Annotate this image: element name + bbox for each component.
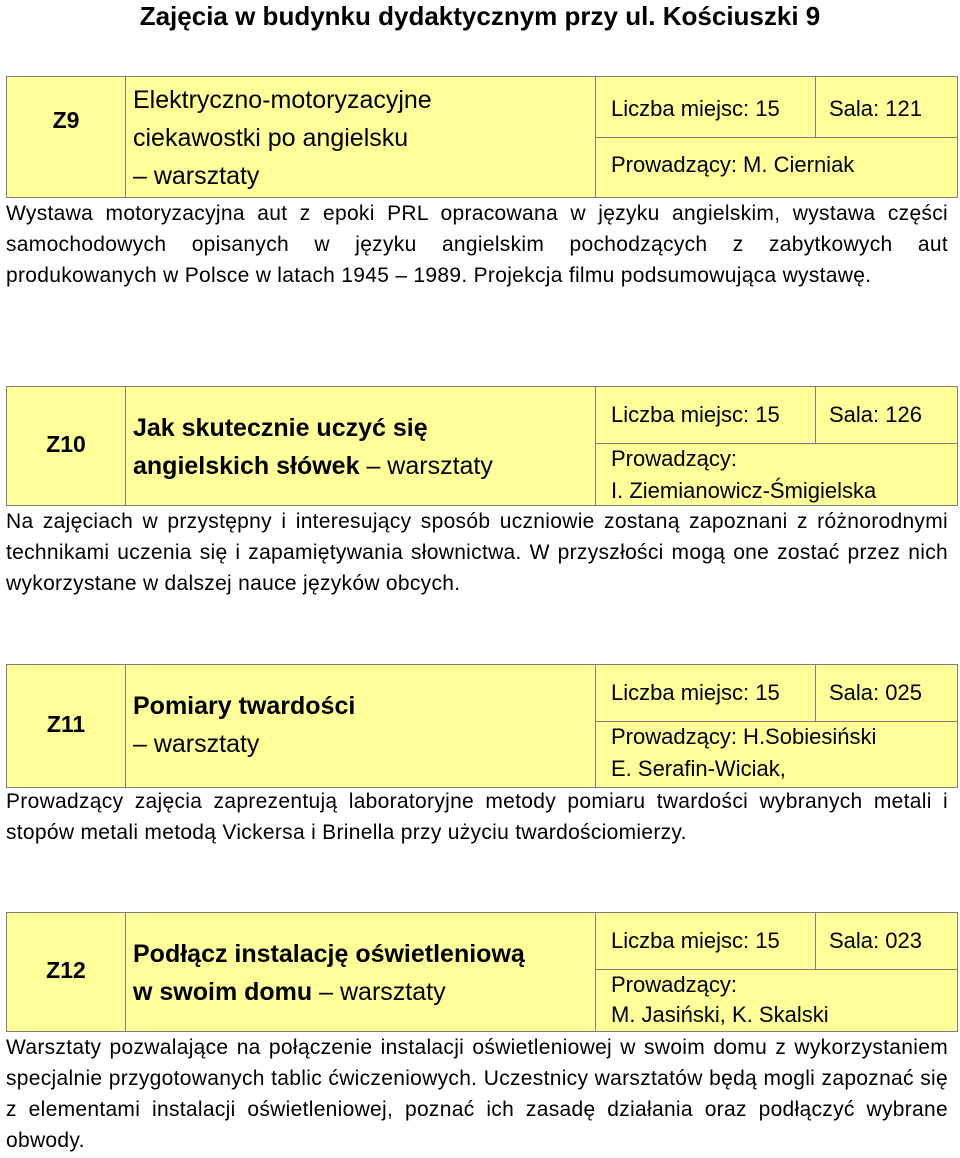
page-title: Zajęcia w budynku dydaktycznym przy ul. Kościuszki 9 <box>139 1 821 31</box>
workshop-code: Z10 <box>46 431 86 457</box>
workshop-code: Z9 <box>52 107 80 133</box>
workshop-title-line2: angielskich słówek <box>133 452 360 480</box>
workshop-title: Jak skutecznie uczyć się <box>133 414 428 442</box>
leader: Prowadzący: M. Cierniak <box>611 152 855 177</box>
workshop-header-z11 <box>6 664 958 788</box>
seats-count: Liczba miejsc: 15 <box>611 96 780 121</box>
leader-names: I. Ziemianowicz-Śmigielska <box>611 478 877 503</box>
workshop-type: – warsztaty <box>133 162 260 190</box>
workshop-header-z10 <box>6 386 958 506</box>
room-number: Sala: 126 <box>829 402 922 427</box>
workshop-header-z12 <box>6 912 958 1032</box>
workshop-description: Wystawa motoryzacyjna aut z epoki PRL opracowana w języku angielskim, wystawa części samochodowych opisanych w języku angielskim pochodzących z zabytkowych aut produkowanych w Polsce w latach 1945 – 1989. Projekcja filmu podsumowująca wystawę. <box>6 202 948 287</box>
leader-names: E. Serafin-Wiciak, <box>611 756 786 781</box>
workshop-title-line2: w swoim domu <box>133 978 313 1006</box>
room-number: Sala: 025 <box>829 680 922 705</box>
workshop-title-line2: ciekawostki po angielsku <box>133 124 409 152</box>
workshop-type: – warsztaty <box>319 978 446 1006</box>
workshop-type: – warsztaty <box>133 730 260 758</box>
room-number: Sala: 023 <box>829 928 922 953</box>
workshop-type: – warsztaty <box>366 452 493 480</box>
leader-names: M. Jasiński, K. Skalski <box>611 1002 829 1027</box>
workshop-code: Z11 <box>46 711 86 737</box>
workshop-title: Podłącz instalację oświetleniową <box>133 940 525 968</box>
leader: Prowadzący: H.Sobiesiński <box>611 724 877 749</box>
seats-count: Liczba miejsc: 15 <box>611 680 780 705</box>
workshop-title: Pomiary twardości <box>133 692 356 720</box>
leader: Prowadzący: <box>611 972 737 997</box>
leader: Prowadzący: <box>611 446 737 471</box>
workshop-code: Z12 <box>46 957 86 983</box>
workshop-description: Prowadzący zajęcia zaprezentują laboratoryjne metody pomiaru twardości wybranych metali i stopów metali metodą Vickersa i Brinella przy użyciu twardościomierzy. <box>6 790 948 844</box>
workshop-description: Warsztaty pozwalające na połączenie instalacji oświetleniowej w swoim domu z wykorzystaniem specjalnie przygotowanych tablic ćwiczeniowych. Uczestnicy warsztatów będą mogli zapoznać się z elementami instalacji oświetleniowej, poznać ich zasadę działania oraz podłączyć wybrane obwody. <box>6 1036 948 1152</box>
workshop-title: Elektryczno-motoryzacyjne <box>133 86 432 114</box>
seats-count: Liczba miejsc: 15 <box>611 402 780 427</box>
seats-count: Liczba miejsc: 15 <box>611 928 780 953</box>
workshop-description: Na zajęciach w przystępny i interesujący sposób uczniowie zostaną zapoznani z różnorodnymi technikami uczenia się i zapamiętywania słownictwa. W przyszłości mogą one zostać przez nich wykorzystane w dalszej nauce języków obcych. <box>6 510 948 595</box>
workshop-header-z9 <box>6 76 958 198</box>
room-number: Sala: 121 <box>829 96 922 121</box>
